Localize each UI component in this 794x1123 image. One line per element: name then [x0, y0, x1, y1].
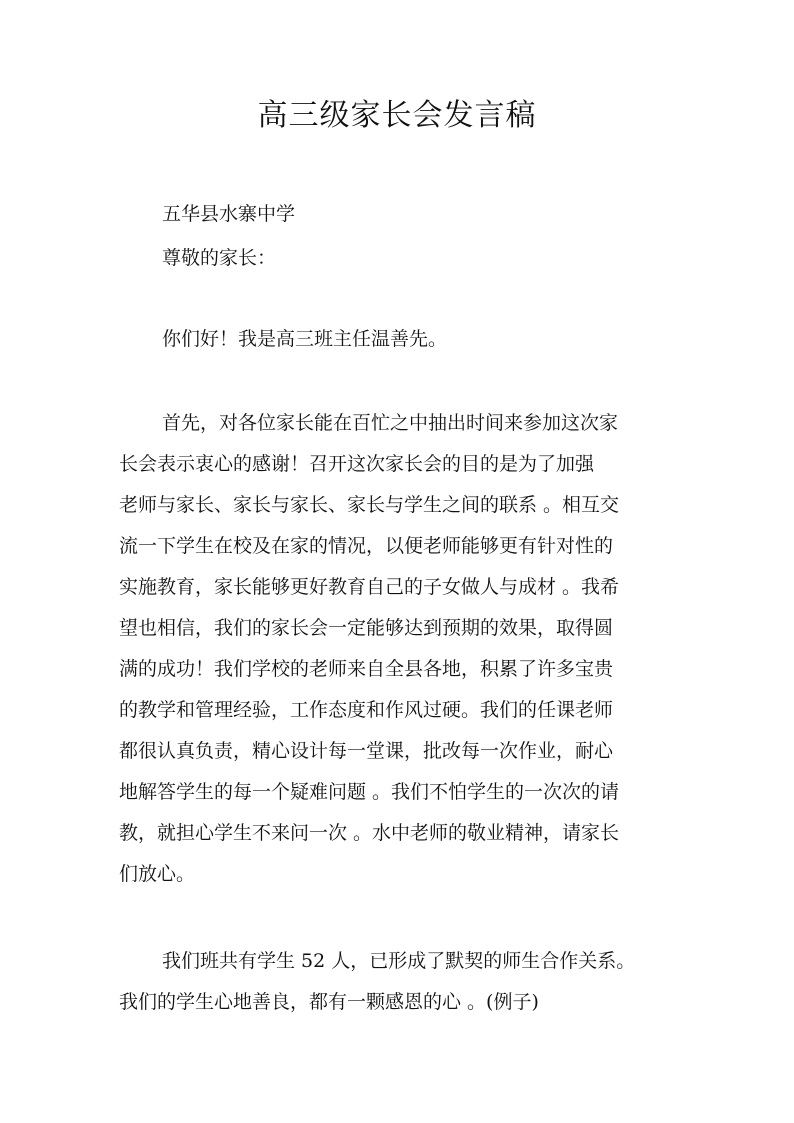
paragraph-line: 望也相信，我们的家长会一定能够达到预期的效果，取得圆	[119, 617, 614, 639]
document-title: 高三级家长会发言稿	[257, 98, 537, 133]
paragraph-line: 都很认真负责，精心设计每一堂课，批改每一次作业，耐心	[119, 740, 614, 762]
paragraph-line: 地解答学生的每一个疑难问题 。我们不怕学生的一次次的请	[119, 781, 620, 803]
paragraph-line: 的教学和管理经验，工作态度和作风过硬。我们的任课老师	[119, 699, 614, 721]
salutation: 尊敬的家长：	[162, 247, 277, 269]
paragraph-line: 长会表示衷心的感谢！召开这次家长会的目的是为了加强	[119, 453, 595, 475]
paragraph-line: 教，就担心学生不来问一次 。水中老师的敬业精神，请家长	[119, 822, 620, 844]
paragraph-line: 流一下学生在校及在家的情况，以便老师能够更有针对性的	[119, 535, 614, 557]
paragraph-line: 满的成功！我们学校的老师来自全县各地，积累了许多宝贵	[119, 658, 614, 680]
paragraph-line: 们放心。	[119, 863, 196, 885]
paragraph-line: 我们的学生心地善良，都有一颗感恩的心 。(例子)	[119, 991, 539, 1013]
greeting: 你们好！我是高三班主任温善先。	[162, 328, 448, 350]
paragraph-line: 我们班共有学生 52 人，已形成了默契的师生合作关系。	[162, 950, 636, 972]
school-name: 五华县水寨中学	[162, 203, 296, 225]
paragraph-line: 实施教育，家长能够更好教育自己的子女做人与成材 。我希	[119, 576, 620, 598]
paragraph-line: 老师与家长、家长与家长、家长与学生之间的联系 。相互交	[119, 494, 620, 516]
paragraph-line: 首先，对各位家长能在百忙之中抽出时间来参加这次家	[162, 412, 619, 434]
